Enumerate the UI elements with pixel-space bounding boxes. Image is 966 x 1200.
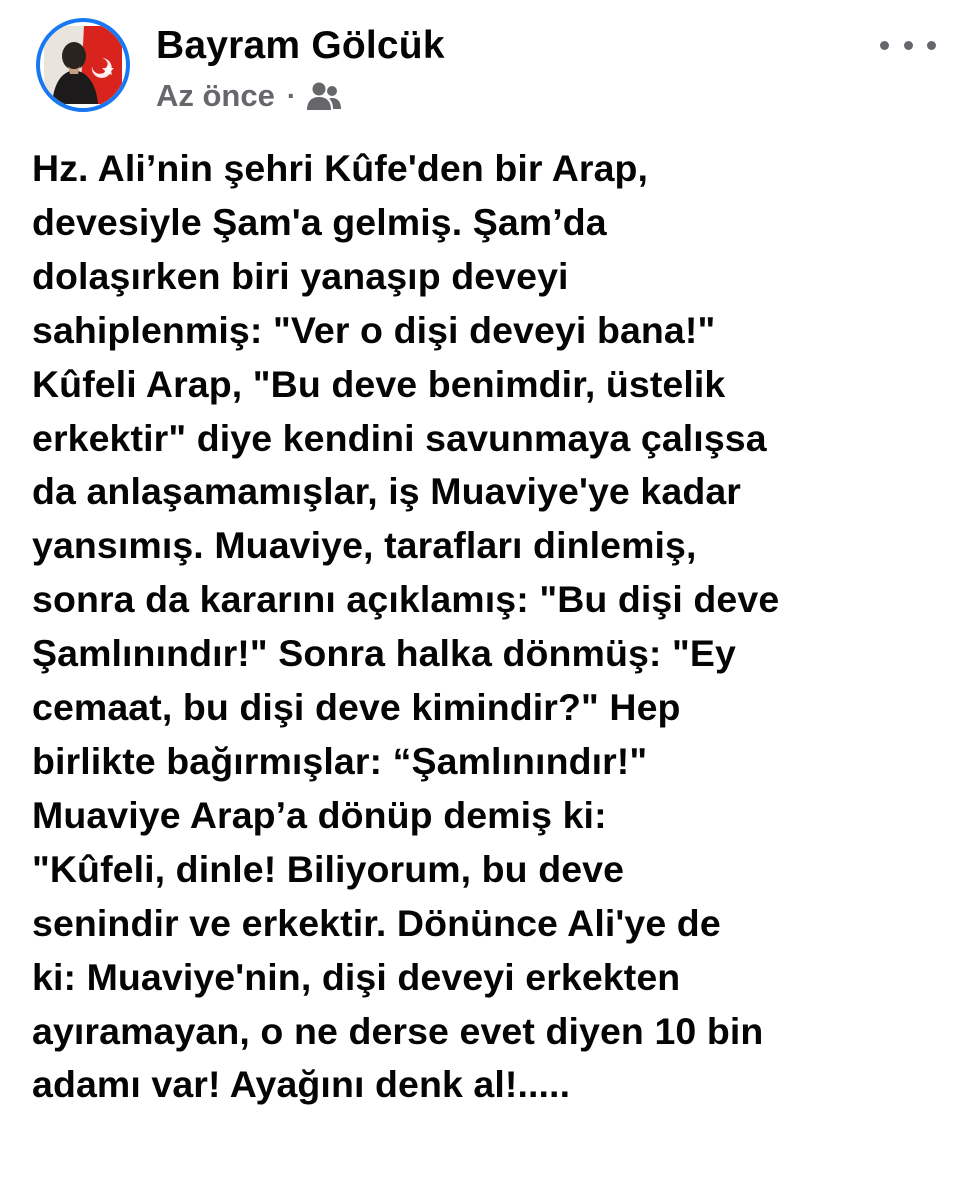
post-meta — [156, 76, 342, 116]
post-text-line: cemaat, bu dişi deve kimindir?" Hep — [32, 686, 681, 729]
post-text-line: erkektir" diye kendini savunmaya çalışsa — [32, 416, 767, 459]
more-dot — [880, 41, 889, 50]
post-text-line: "Kûfeli, dinle! Biliyorum, bu deve — [32, 847, 625, 890]
more-dot — [904, 41, 913, 50]
friends-icon[interactable] — [306, 81, 342, 111]
post-text-line: adamı var! Ayağını denk al!..... — [32, 1063, 571, 1106]
post-text-line: ayıramayan, o ne derse evet diyen 10 bin — [32, 1009, 764, 1052]
post-text-line: Kûfeli Arap, "Bu deve benimdir, üstelik — [32, 362, 726, 405]
post-text-line: yansımış. Muaviye, tarafları dinlemiş, — [32, 524, 697, 567]
post-text-line: ki: Muaviye'nin, dişi deveyi erkekten — [32, 955, 681, 998]
post-text — [32, 142, 936, 1112]
more-dot — [927, 41, 936, 50]
more-options-button[interactable] — [880, 32, 936, 58]
post-text-line: sahiplenmiş: "Ver o dişi deveyi bana!" — [32, 308, 716, 351]
post-text-line: Muaviye Arap’a dönüp demiş ki: — [32, 793, 607, 836]
author-name[interactable]: Bayram Gölcük — [156, 24, 445, 67]
post-text-line: da anlaşamamışlar, iş Muaviye'ye kadar — [32, 470, 741, 513]
post-text-line: Şamlınındır!" Sonra halka dönmüş: "Ey — [32, 632, 736, 675]
meta-separator: · — [286, 80, 297, 111]
avatar[interactable] — [36, 18, 130, 112]
post-text-line: dolaşırken biri yanaşıp deveyi — [32, 254, 569, 297]
post-text-line: birlikte bağırmışlar: “Şamlınındır!" — [32, 739, 648, 782]
post-text-line: sonra da kararını açıklamış: "Bu dişi deve — [32, 578, 780, 621]
post-header — [36, 18, 936, 118]
post-text-line: senindir ve erkektir. Dönünce Ali'ye de — [32, 901, 721, 944]
post-timestamp[interactable]: Az önce — [156, 78, 275, 113]
post-text-line: Hz. Ali’nin şehri Kûfe'den bir Arap, — [32, 147, 649, 189]
post-text-line: devesiyle Şam'a gelmiş. Şam’da — [32, 200, 607, 243]
profile-photo — [44, 26, 122, 104]
